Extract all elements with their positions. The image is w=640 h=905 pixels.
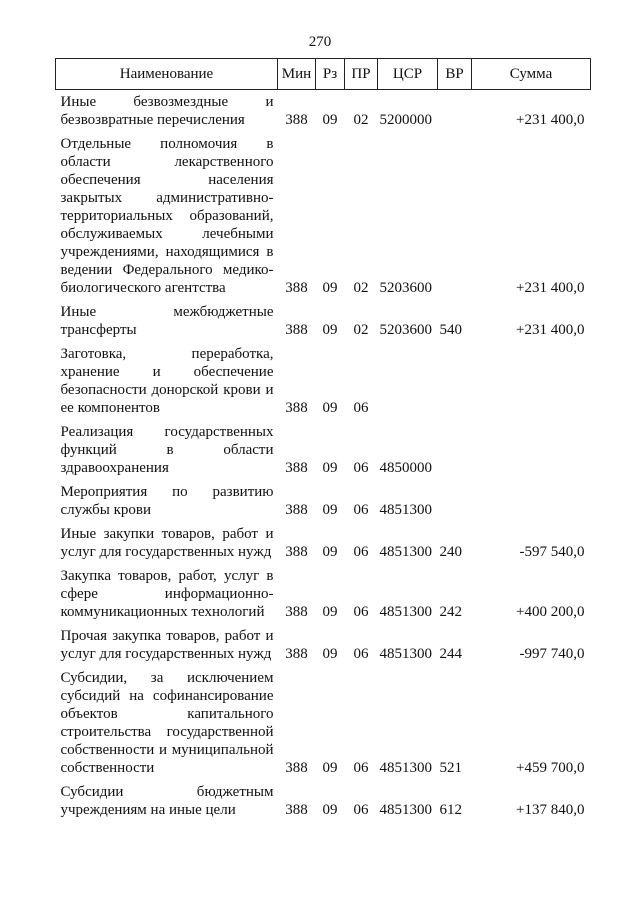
header-row [56,59,591,90]
row-vr: 240 [439,544,462,560]
row-rz: 09 [322,280,338,296]
row-pr: 02 [353,322,369,338]
table-body [56,90,591,820]
table-row [56,129,591,297]
row-min: 388 [285,544,308,560]
row-name: Прочая закупка товаров, работ и услуг для государственных нужд [60,628,274,662]
row-pr: 06 [353,646,369,662]
row-vr [438,90,472,130]
column-header-csr: ЦСР [378,59,438,90]
table-header [56,59,591,90]
row-pr: 06 [353,760,369,776]
row-rz: 09 [322,112,338,128]
row-min: 388 [285,802,308,818]
row-csr: 4851300 [379,760,432,776]
row-rz: 09 [322,604,338,620]
row-csr: 4850000 [379,460,432,476]
row-csr: 4851300 [379,604,432,620]
row-sum: +231 400,0 [516,112,585,128]
row-csr: 5203600 [379,280,432,296]
column-header-name: Наименование [56,59,278,90]
row-sum: +459 700,0 [516,760,585,776]
row-csr: 4851300 [379,544,432,560]
row-pr: 02 [353,280,369,296]
row-rz: 09 [322,460,338,476]
row-vr [438,339,472,417]
table-row [56,663,591,777]
row-sum: +137 840,0 [516,802,585,818]
row-sum: -997 740,0 [519,646,585,662]
table-row [56,417,591,477]
row-name: Субсидии, за исключением субсидий на софинансирование объектов капитального строительства государственной собственности и муниципальной собственности [60,670,274,776]
row-name: Заготовка, переработка, хранение и обеспечение безопасности донорской крови и ее компонентов [60,346,274,416]
row-rz: 09 [322,802,338,818]
row-pr: 06 [353,544,369,560]
row-sum [472,477,591,519]
column-header-vr: ВР [438,59,472,90]
row-pr: 06 [353,604,369,620]
row-sum: +231 400,0 [516,280,585,296]
row-name: Иные межбюджетные трансферты [60,304,274,338]
table-row [56,777,591,819]
row-rz: 09 [322,322,338,338]
row-name: Иные закупки товаров, работ и услуг для государственных нужд [60,526,274,560]
table-row [56,90,591,130]
row-rz: 09 [322,400,338,416]
row-vr [438,129,472,297]
budget-table [55,58,591,819]
row-vr: 244 [439,646,462,662]
row-rz: 09 [322,646,338,662]
row-name: Закупка товаров, работ, услуг в сфере информационно-коммуникационных технологий [60,568,274,620]
row-min: 388 [285,280,308,296]
row-pr: 06 [353,400,369,416]
row-vr [438,417,472,477]
column-header-rz: Рз [316,59,345,90]
row-sum [472,339,591,417]
row-min: 388 [285,400,308,416]
row-name: Субсидии бюджетным учреждениям на иные цели [60,784,274,818]
row-sum: +231 400,0 [516,322,585,338]
row-sum: -597 540,0 [519,544,585,560]
row-min: 388 [285,760,308,776]
row-pr: 02 [353,112,369,128]
row-csr: 4851300 [379,802,432,818]
table-row [56,621,591,663]
column-header-min: Мин [278,59,316,90]
row-min: 388 [285,322,308,338]
row-min: 388 [285,112,308,128]
row-vr: 612 [439,802,462,818]
row-rz: 09 [322,760,338,776]
row-pr: 06 [353,460,369,476]
row-pr: 06 [353,802,369,818]
row-vr: 521 [439,760,462,776]
row-name: Мероприятия по развитию службы крови [60,484,274,518]
row-csr: 5203600 [379,322,432,338]
row-csr: 5200000 [379,112,432,128]
row-sum: +400 200,0 [516,604,585,620]
row-pr: 06 [353,502,369,518]
row-min: 388 [285,604,308,620]
row-csr: 4851300 [379,646,432,662]
row-min: 388 [285,502,308,518]
table-row [56,561,591,621]
row-vr: 242 [439,604,462,620]
row-name: Реализация государственных функций в области здравоохранения [60,424,274,476]
row-name: Отдельные полномочия в области лекарственного обеспечения населения закрытых административно-территориальных образований, обслуживаемых лечебными учреждениями, находящимися в ведении Федерального медико-биологического агентства [60,136,274,296]
row-min: 388 [285,646,308,662]
table-row [56,519,591,561]
row-vr: 540 [439,322,462,338]
row-min: 388 [285,460,308,476]
row-csr: 4851300 [379,502,432,518]
row-name: Иные безвозмездные и безвозвратные перечисления [60,94,274,128]
row-rz: 09 [322,544,338,560]
row-rz: 09 [322,502,338,518]
row-csr [378,339,438,417]
row-sum [472,417,591,477]
row-vr [438,477,472,519]
column-header-pr: ПР [345,59,378,90]
page-number: 270 [308,34,332,50]
column-header-sum: Сумма [472,59,591,90]
table-row [56,297,591,339]
table-row [56,477,591,519]
table-row [56,339,591,417]
